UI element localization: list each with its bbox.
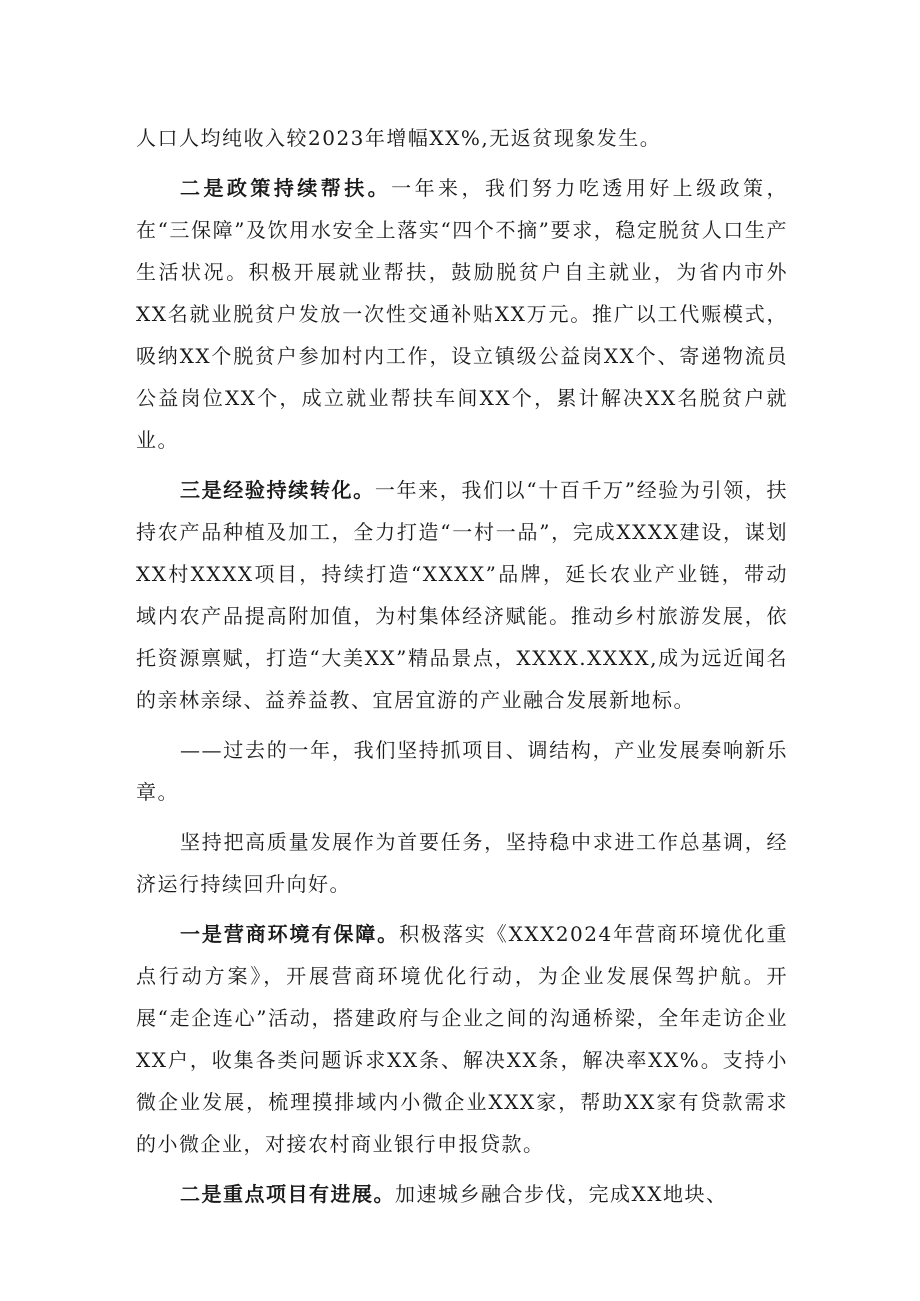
paragraph-text: 一年来，我们努力吃透用好上级政策，在“三保障”及饮用水安全上落实“四个不摘”要求，稳定脱贫人口生产生活状况。积极开展就业帮扶，鼓励脱贫户自主就业，为省内市外XX名就业脱贫户发放一次性交通补贴XX万元。推广以工代赈模式，吸纳XX个脱贫户参加村内工作，设立镇级公益岗XX个、寄递物流员公益岗位XX个，成立就业帮扶车间XX个，累计解决XX名脱贫户就业。 — [136, 176, 789, 452]
paragraph-lead: 一是营商环境有保障。 — [180, 922, 400, 946]
paragraph-business-environment — [136, 913, 788, 1165]
paragraph-text: 人口人均纯收入较2023年增幅XX%,无返贫现象发生。 — [136, 126, 662, 150]
paragraph-quality-development — [136, 821, 788, 905]
paragraph-lead: 二是重点项目有进展。 — [180, 1182, 395, 1206]
paragraph-experience-transform — [136, 469, 788, 721]
paragraph-past-year — [136, 729, 788, 813]
paragraph-lead: 二是政策持续帮扶。 — [180, 176, 392, 200]
paragraph-income-summary — [136, 117, 788, 159]
paragraph-text: 积极落实《XXX2024年营商环境优化重点行动方案》，开展营商环境优化行动，为企业发展保驾护航。开展“走企连心”活动，搭建政府与企业之间的沟通桥梁，全年走访企业XX户，收集各类问题诉求XX条、解决XX条，解决率XX%。支持小微企业发展，梳理摸排域内小微企业XXX家，帮助XX家有贷款需求的小微企业，对接农村商业银行申报贷款。 — [136, 922, 788, 1156]
paragraph-text: 加速城乡融合步伐，完成XX地块、 — [395, 1182, 728, 1206]
paragraph-text: 一年来，我们以“十百千万”经验为引领，扶持农产品种植及加工，全力打造“一村一品”，完成XXXX建设，谋划XX村XXXX项目，持续打造“XXXX”品牌，延长农业产业链，带动域内农产品提高附加值，为村集体经济赋能。推动乡村旅游发展，依托资源禀赋，打造“大美XX”精品景点，XXXX.XXXX,成为远近闻名的亲林亲绿、益养益教、宜居宜游的产业融合发展新地标。 — [136, 478, 789, 712]
paragraph-text: ——过去的一年，我们坚持抓项目、调结构，产业发展奏响新乐章。 — [136, 738, 788, 804]
paragraph-lead: 三是经验持续转化。 — [180, 478, 375, 502]
paragraph-key-projects — [136, 1173, 788, 1215]
paragraph-text: 坚持把高质量发展作为首要任务，坚持稳中求进工作总基调，经济运行持续回升向好。 — [136, 830, 788, 896]
paragraph-policy-support — [136, 167, 788, 461]
document-body — [136, 117, 788, 1223]
